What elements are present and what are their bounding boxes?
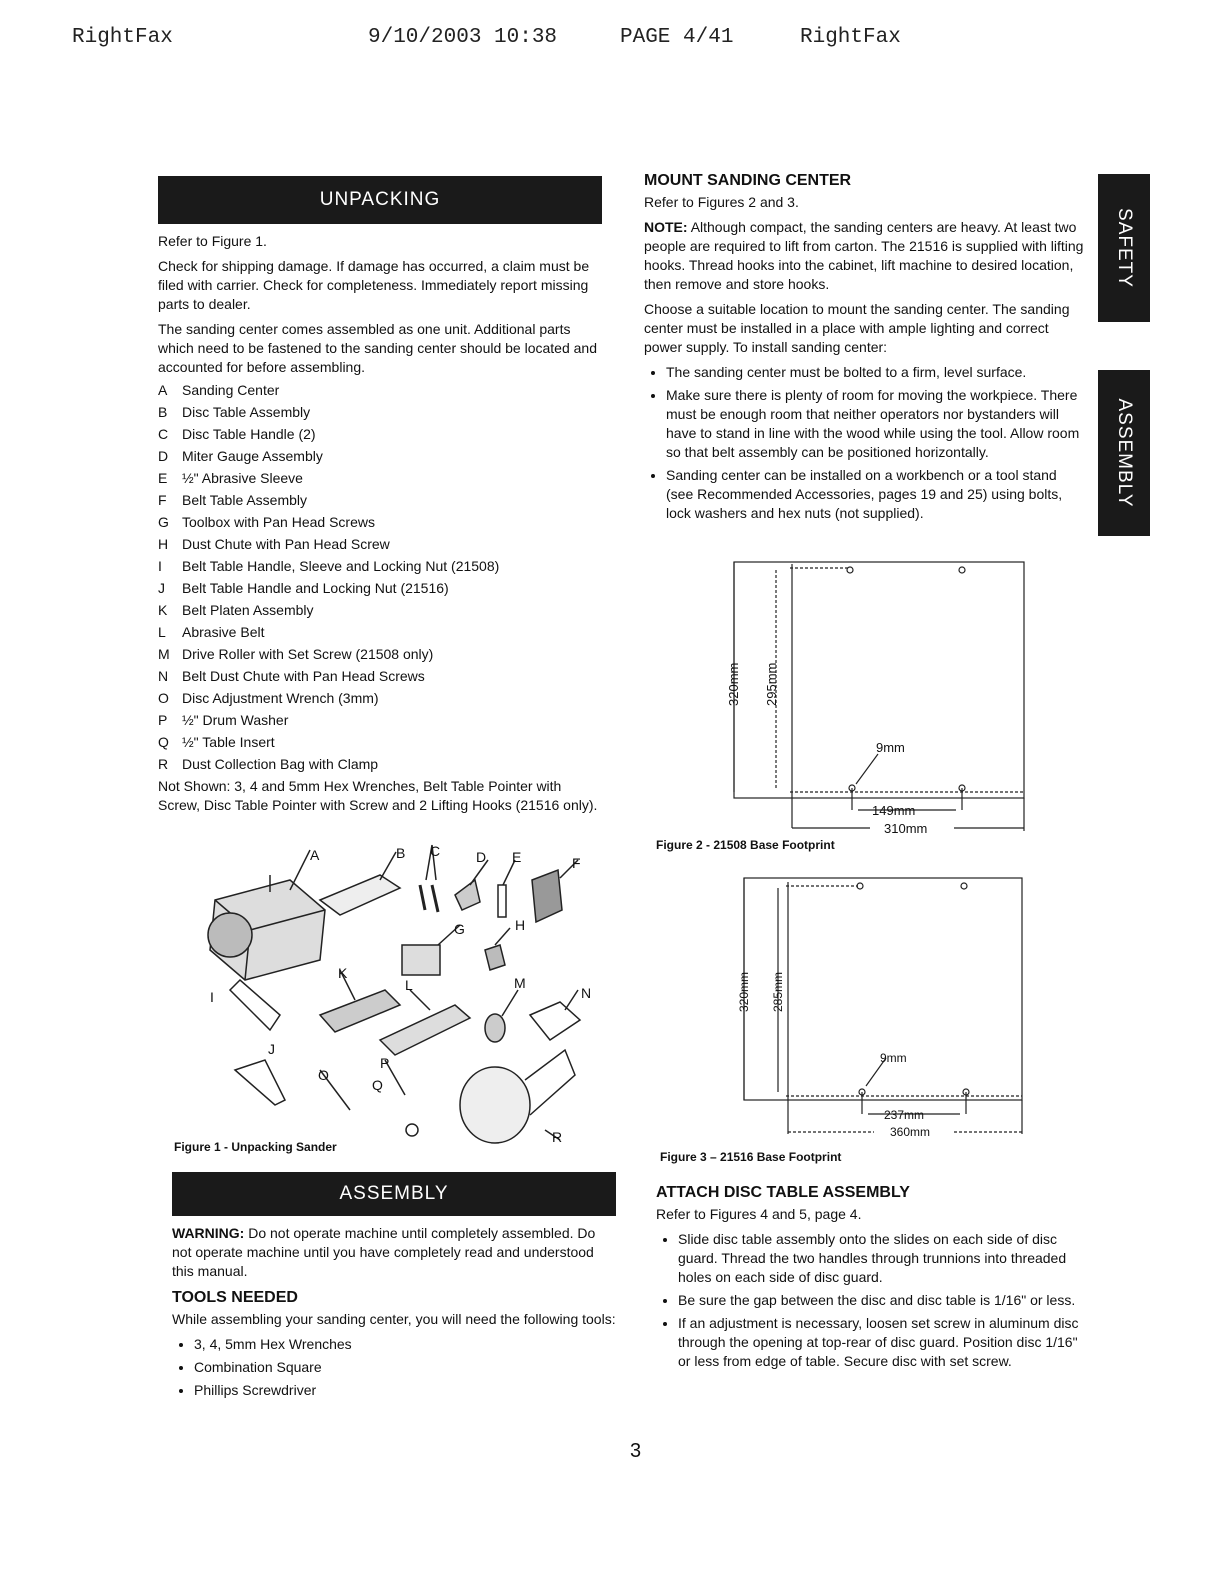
part-item: M Drive Roller with Set Screw (21508 only)	[158, 646, 434, 662]
fig2-inner-height: 295mm	[764, 662, 779, 706]
sleeve-drawing	[498, 885, 506, 917]
fax-datetime: 9/10/2003 10:38	[368, 26, 558, 49]
part-item: N Belt Dust Chute with Pan Head Screws	[158, 668, 425, 684]
miter-gauge-drawing	[455, 880, 480, 910]
part-item: P ½" Drum Washer	[158, 712, 289, 728]
fax-app-name-2: RightFax	[800, 26, 901, 49]
part-item: B Disc Table Assembly	[158, 404, 311, 420]
parts-list	[158, 379, 602, 775]
belt-table-drawing	[532, 870, 562, 922]
part-item: D Miter Gauge Assembly	[158, 448, 323, 464]
tool-item: • Combination Square	[194, 1358, 616, 1377]
label-m: M	[514, 975, 526, 991]
mount-ref: Refer to Figures 2 and 3.	[644, 194, 799, 210]
unpacking-section	[158, 176, 602, 821]
attach-bullet: • Slide disc table assembly onto the slides on each side of disc guard. Thread the two handles through trunnions into threaded holes on each side of disc guard.	[678, 1230, 1092, 1287]
fig3-hole: 9mm	[880, 1051, 907, 1065]
attach-bullet: • If an adjustment is necessary, loosen set screw in aluminum disc through the opening at top-rear of disc guard. Position disc 1/16" or less from edge of table. Secure disc with set screw.	[678, 1314, 1092, 1371]
safety-tab: SAFETY	[1098, 174, 1150, 322]
part-item: G Toolbox with Pan Head Screws	[158, 514, 375, 530]
part-item: O Disc Adjustment Wrench (3mm)	[158, 690, 379, 706]
unpacking-title: UNPACKING	[158, 176, 602, 224]
unpacking-para-2: The sanding center comes assembled as one unit. Additional parts which need to be fastened to the sanding center should be located and accounted for before assembling.	[158, 321, 597, 375]
label-h: H	[515, 917, 526, 933]
label-c: C	[430, 843, 441, 859]
fig2-outer-height: 320mm	[726, 662, 741, 706]
figure-1-caption: Figure 1 - Unpacking Sander	[174, 1140, 337, 1154]
attach-section	[656, 1184, 1092, 1377]
part-item: I Belt Table Handle, Sleeve and Locking Nut (21508)	[158, 558, 500, 574]
mount-bullet: • The sanding center must be bolted to a firm, level surface.	[666, 363, 1084, 382]
mount-para: Choose a suitable location to mount the sanding center. The sanding center must be installed in a place with ample lighting and correct power supply. To install sanding center:	[644, 301, 1070, 355]
fig2-hole: 9mm	[876, 740, 905, 755]
belt-chute-drawing	[530, 1002, 580, 1040]
platen-drawing	[320, 990, 400, 1032]
figure-2-diagram	[700, 556, 1040, 836]
label-g: G	[454, 921, 465, 937]
dust-bag-drawing	[460, 1067, 530, 1143]
assembly-section	[172, 1172, 616, 1406]
part-item: Q ½" Table Insert	[158, 734, 275, 750]
part-item: J Belt Table Handle and Locking Nut (21516)	[158, 580, 449, 596]
fax-app-name: RightFax	[72, 26, 173, 49]
roller-drawing	[485, 1014, 505, 1042]
unpacking-ref: Refer to Figure 1.	[158, 233, 267, 249]
belt-drawing	[380, 1005, 470, 1055]
fax-page: PAGE 4/41	[620, 26, 734, 49]
insert-arrows	[320, 1060, 405, 1110]
part-item: F Belt Table Assembly	[158, 492, 308, 508]
label-q: Q	[372, 1077, 383, 1093]
handle-j-drawing	[235, 1060, 285, 1105]
tool-item: • Phillips Screwdriver	[194, 1381, 616, 1400]
label-n: N	[581, 985, 592, 1001]
figure-3-diagram	[724, 872, 1034, 1142]
label-e: E	[512, 849, 522, 865]
mount-bullet: • Sanding center can be installed on a workbench or a tool stand (see Recommended Accessories, pages 19 and 25) using bolts, lock washers and hex nuts (not supplied).	[666, 466, 1084, 523]
label-a: A	[310, 847, 320, 863]
mount-bullets	[644, 363, 1084, 523]
part-item: A Sanding Center	[158, 382, 280, 398]
label-b: B	[396, 845, 406, 861]
part-item: E ½" Abrasive Sleeve	[158, 470, 303, 486]
belt-table-handle-drawing	[230, 980, 280, 1030]
fig3-outer-height: 320mm	[737, 971, 751, 1012]
figure-3-caption: Figure 3 – 21516 Base Footprint	[660, 1150, 842, 1164]
fig3-inner-height: 285mm	[771, 971, 785, 1012]
tools-intro: While assembling your sanding center, you will need the following tools:	[172, 1311, 616, 1327]
fig3-inner-width: 237mm	[884, 1108, 925, 1122]
handles-drawing	[420, 885, 438, 912]
label-f: F	[572, 855, 581, 871]
fig2-outer-width: 310mm	[884, 821, 928, 836]
tools-heading: TOOLS NEEDED	[172, 1289, 298, 1306]
label-l: L	[405, 977, 413, 993]
label-r: R	[552, 1129, 563, 1145]
part-item: L Abrasive Belt	[158, 624, 265, 640]
fig2-inner-width: 149mm	[872, 803, 916, 818]
page-number: 3	[630, 1440, 642, 1462]
dust-chute-drawing	[485, 945, 505, 970]
part-item: H Dust Chute with Pan Head Screw	[158, 536, 390, 552]
label-p: P	[380, 1055, 390, 1071]
fig3-outer-width: 360mm	[890, 1125, 931, 1139]
part-item: K Belt Platen Assembly	[158, 602, 314, 618]
mount-bullet: • Make sure there is plenty of room for moving the workpiece. There must be enough room that neither operators nor bystanders will have to stand in line with the wood while using the tool. Allow room so that belt assembly can be positioned horizontally.	[666, 386, 1084, 462]
tool-item: • 3, 4, 5mm Hex Wrenches	[194, 1335, 616, 1354]
label-o: O	[318, 1067, 329, 1083]
figure-2-caption: Figure 2 - 21508 Base Footprint	[656, 838, 835, 852]
attach-bullets	[656, 1230, 1092, 1371]
part-item: C Disc Table Handle (2)	[158, 426, 316, 442]
not-shown-note: Not Shown: 3, 4 and 5mm Hex Wrenches, Belt Table Pointer with Screw, Disc Table Pointer with Screw and 2 Lifting Hooks (21516 only).	[158, 778, 598, 813]
assembly-warning: WARNING: Do not operate machine until completely assembled. Do not operate machine until you have completely read and understood this manual.	[172, 1225, 596, 1279]
disc-table-drawing	[320, 875, 400, 915]
toolbox-drawing	[402, 945, 440, 975]
part-item: R Dust Collection Bag with Clamp	[158, 756, 379, 772]
unpacking-para-1: Check for shipping damage. If damage has occurred, a claim must be filed with carrier. Check for completeness. Immediately report missing parts to dealer.	[158, 258, 590, 312]
label-d: D	[476, 849, 487, 865]
mount-section	[644, 172, 1084, 529]
assembly-tab: ASSEMBLY	[1098, 370, 1150, 536]
tools-list	[172, 1335, 616, 1400]
attach-bullet: • Be sure the gap between the disc and disc table is 1/16" or less.	[678, 1291, 1092, 1310]
label-i: I	[210, 989, 214, 1005]
attach-ref: Refer to Figures 4 and 5, page 4.	[656, 1206, 862, 1222]
sanding-center-drawing	[208, 850, 325, 980]
assembly-title: ASSEMBLY	[172, 1172, 616, 1216]
label-k: K	[338, 965, 348, 981]
label-j: J	[268, 1041, 275, 1057]
washer-drawing	[406, 1124, 418, 1136]
mount-note: NOTE: Although compact, the sanding centers are heavy. At least two people are required to lift from carton. The 21516 is supplied with lifting hooks. Thread hooks into the cabinet, lift machine to desired location, then remove and store hooks.	[644, 219, 1084, 292]
attach-heading: ATTACH DISC TABLE ASSEMBLY	[656, 1184, 910, 1201]
mount-heading: MOUNT SANDING CENTER	[644, 172, 852, 189]
figure-1-illustration	[170, 840, 600, 1160]
